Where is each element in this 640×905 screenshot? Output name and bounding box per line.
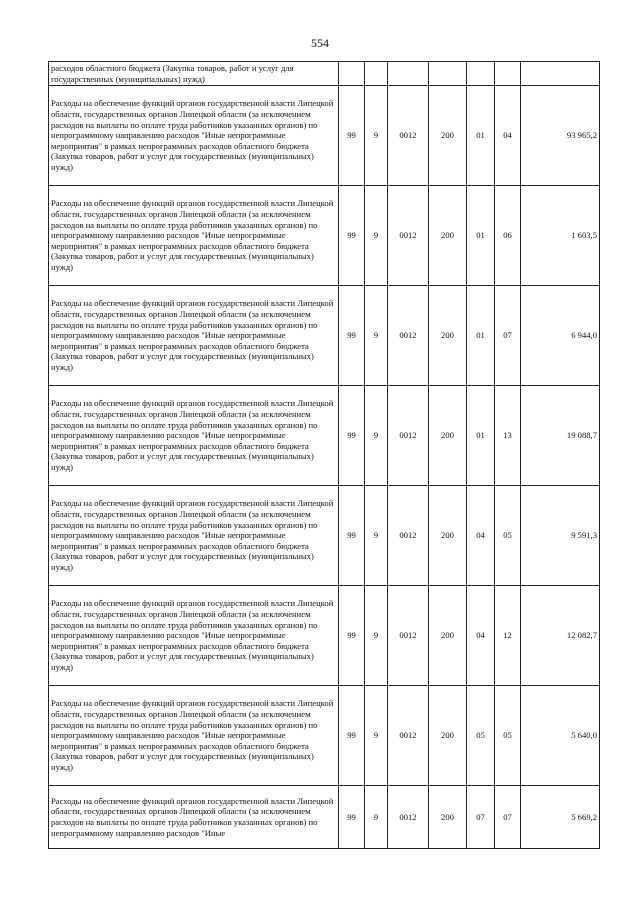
code-cell: 01 [467, 86, 495, 186]
code-cell: 07 [495, 286, 521, 386]
table-row [49, 686, 600, 786]
code-cell: 13 [495, 386, 521, 486]
table-row [49, 186, 600, 286]
row-description: Расходы на обеспечение функций органов государственной власти Липецкой области, государственных органов Липецкой области (за исключением расходов на выплаты по оплате труда работников указанных органов) по непрограммному направлению расходов "Иные непрограммные мероприятия" в рамках непрограммных расходов областного бюджета (Закупка товаров, работ и услуг для государственных (муниципальных) нужд) [49, 486, 339, 586]
amount-cell: 93 965,2 [521, 86, 600, 186]
code-cell: 99 [339, 86, 365, 186]
empty-cell [495, 62, 521, 86]
empty-cell [365, 62, 388, 86]
code-cell: 0012 [388, 86, 429, 186]
empty-cell [521, 62, 600, 86]
amount-cell: 9 591,3 [521, 486, 600, 586]
code-cell: 06 [495, 186, 521, 286]
code-cell: 99 [339, 686, 365, 786]
table-body [49, 62, 600, 849]
code-cell: 9 [365, 686, 388, 786]
code-cell: 200 [429, 186, 467, 286]
code-cell: 200 [429, 686, 467, 786]
amount-cell: 12 082,7 [521, 586, 600, 686]
table-row [49, 786, 600, 849]
row-description: Расходы на обеспечение функций органов государственной власти Липецкой области, государственных органов Липецкой области (за исключением расходов на выплаты по оплате труда работников указанных органов) по непрограммному направлению расходов "Иные [49, 786, 339, 849]
row-description: расходов областного бюджета (Закупка товаров, работ и услуг для государственных (муниципальных) нужд) [49, 62, 339, 86]
code-cell: 0012 [388, 386, 429, 486]
code-cell: 99 [339, 386, 365, 486]
code-cell: 200 [429, 286, 467, 386]
code-cell: 0012 [388, 786, 429, 849]
row-description: Расходы на обеспечение функций органов государственной власти Липецкой области, государственных органов Липецкой области (за исключением расходов на выплаты по оплате труда работников указанных органов) по непрограммному направлению расходов "Иные непрограммные мероприятия" в рамках непрограммных расходов областного бюджета (Закупка товаров, работ и услуг для государственных (муниципальных) нужд) [49, 86, 339, 186]
row-description: Расходы на обеспечение функций органов государственной власти Липецкой области, государственных органов Липецкой области (за исключением расходов на выплаты по оплате труда работников указанных органов) по непрограммному направлению расходов "Иные непрограммные мероприятия" в рамках непрограммных расходов областного бюджета (Закупка товаров, работ и услуг для государственных (муниципальных) нужд) [49, 586, 339, 686]
row-description: Расходы на обеспечение функций органов государственной власти Липецкой области, государственных органов Липецкой области (за исключением расходов на выплаты по оплате труда работников указанных органов) по непрограммному направлению расходов "Иные непрограммные мероприятия" в рамках непрограммных расходов областного бюджета (Закупка товаров, работ и услуг для государственных (муниципальных) нужд) [49, 386, 339, 486]
code-cell: 200 [429, 486, 467, 586]
code-cell: 9 [365, 386, 388, 486]
empty-cell [339, 62, 365, 86]
code-cell: 04 [495, 86, 521, 186]
code-cell: 200 [429, 586, 467, 686]
code-cell: 0012 [388, 586, 429, 686]
code-cell: 04 [467, 586, 495, 686]
table-row [49, 62, 600, 86]
row-description: Расходы на обеспечение функций органов государственной власти Липецкой области, государственных органов Липецкой области (за исключением расходов на выплаты по оплате труда работников указанных органов) по непрограммному направлению расходов "Иные непрограммные мероприятия" в рамках непрограммных расходов областного бюджета (Закупка товаров, работ и услуг для государственных (муниципальных) нужд) [49, 186, 339, 286]
code-cell: 05 [467, 686, 495, 786]
code-cell: 99 [339, 486, 365, 586]
code-cell: 9 [365, 786, 388, 849]
code-cell: 01 [467, 186, 495, 286]
table-row [49, 586, 600, 686]
code-cell: 0012 [388, 186, 429, 286]
table-row [49, 486, 600, 586]
code-cell: 99 [339, 586, 365, 686]
code-cell: 9 [365, 186, 388, 286]
amount-cell: 5 640,0 [521, 686, 600, 786]
row-description: Расходы на обеспечение функций органов государственной власти Липецкой области, государственных органов Липецкой области (за исключением расходов на выплаты по оплате труда работников указанных органов) по непрограммному направлению расходов "Иные непрограммные мероприятия" в рамках непрограммных расходов областного бюджета (Закупка товаров, работ и услуг для государственных (муниципальных) нужд) [49, 686, 339, 786]
code-cell: 99 [339, 786, 365, 849]
code-cell: 99 [339, 286, 365, 386]
amount-cell: 5 669,2 [521, 786, 600, 849]
row-description: Расходы на обеспечение функций органов государственной власти Липецкой области, государственных органов Липецкой области (за исключением расходов на выплаты по оплате труда работников указанных органов) по непрограммному направлению расходов "Иные непрограммные мероприятия" в рамках непрограммных расходов областного бюджета (Закупка товаров, работ и услуг для государственных (муниципальных) нужд) [49, 286, 339, 386]
empty-cell [467, 62, 495, 86]
amount-cell: 1 603,5 [521, 186, 600, 286]
table-row [49, 86, 600, 186]
code-cell: 05 [495, 686, 521, 786]
amount-cell: 19 088,7 [521, 386, 600, 486]
code-cell: 9 [365, 86, 388, 186]
code-cell: 0012 [388, 286, 429, 386]
table-row [49, 286, 600, 386]
amount-cell: 6 944,0 [521, 286, 600, 386]
code-cell: 200 [429, 386, 467, 486]
code-cell: 9 [365, 586, 388, 686]
empty-cell [429, 62, 467, 86]
code-cell: 05 [495, 486, 521, 586]
code-cell: 07 [495, 786, 521, 849]
code-cell: 07 [467, 786, 495, 849]
code-cell: 01 [467, 386, 495, 486]
page-number: 554 [311, 36, 329, 50]
code-cell: 9 [365, 286, 388, 386]
code-cell: 0012 [388, 686, 429, 786]
code-cell: 200 [429, 786, 467, 849]
empty-cell [388, 62, 429, 86]
code-cell: 200 [429, 86, 467, 186]
code-cell: 9 [365, 486, 388, 586]
code-cell: 99 [339, 186, 365, 286]
budget-table [48, 61, 600, 849]
code-cell: 01 [467, 286, 495, 386]
code-cell: 04 [467, 486, 495, 586]
code-cell: 0012 [388, 486, 429, 586]
table-row [49, 386, 600, 486]
code-cell: 12 [495, 586, 521, 686]
